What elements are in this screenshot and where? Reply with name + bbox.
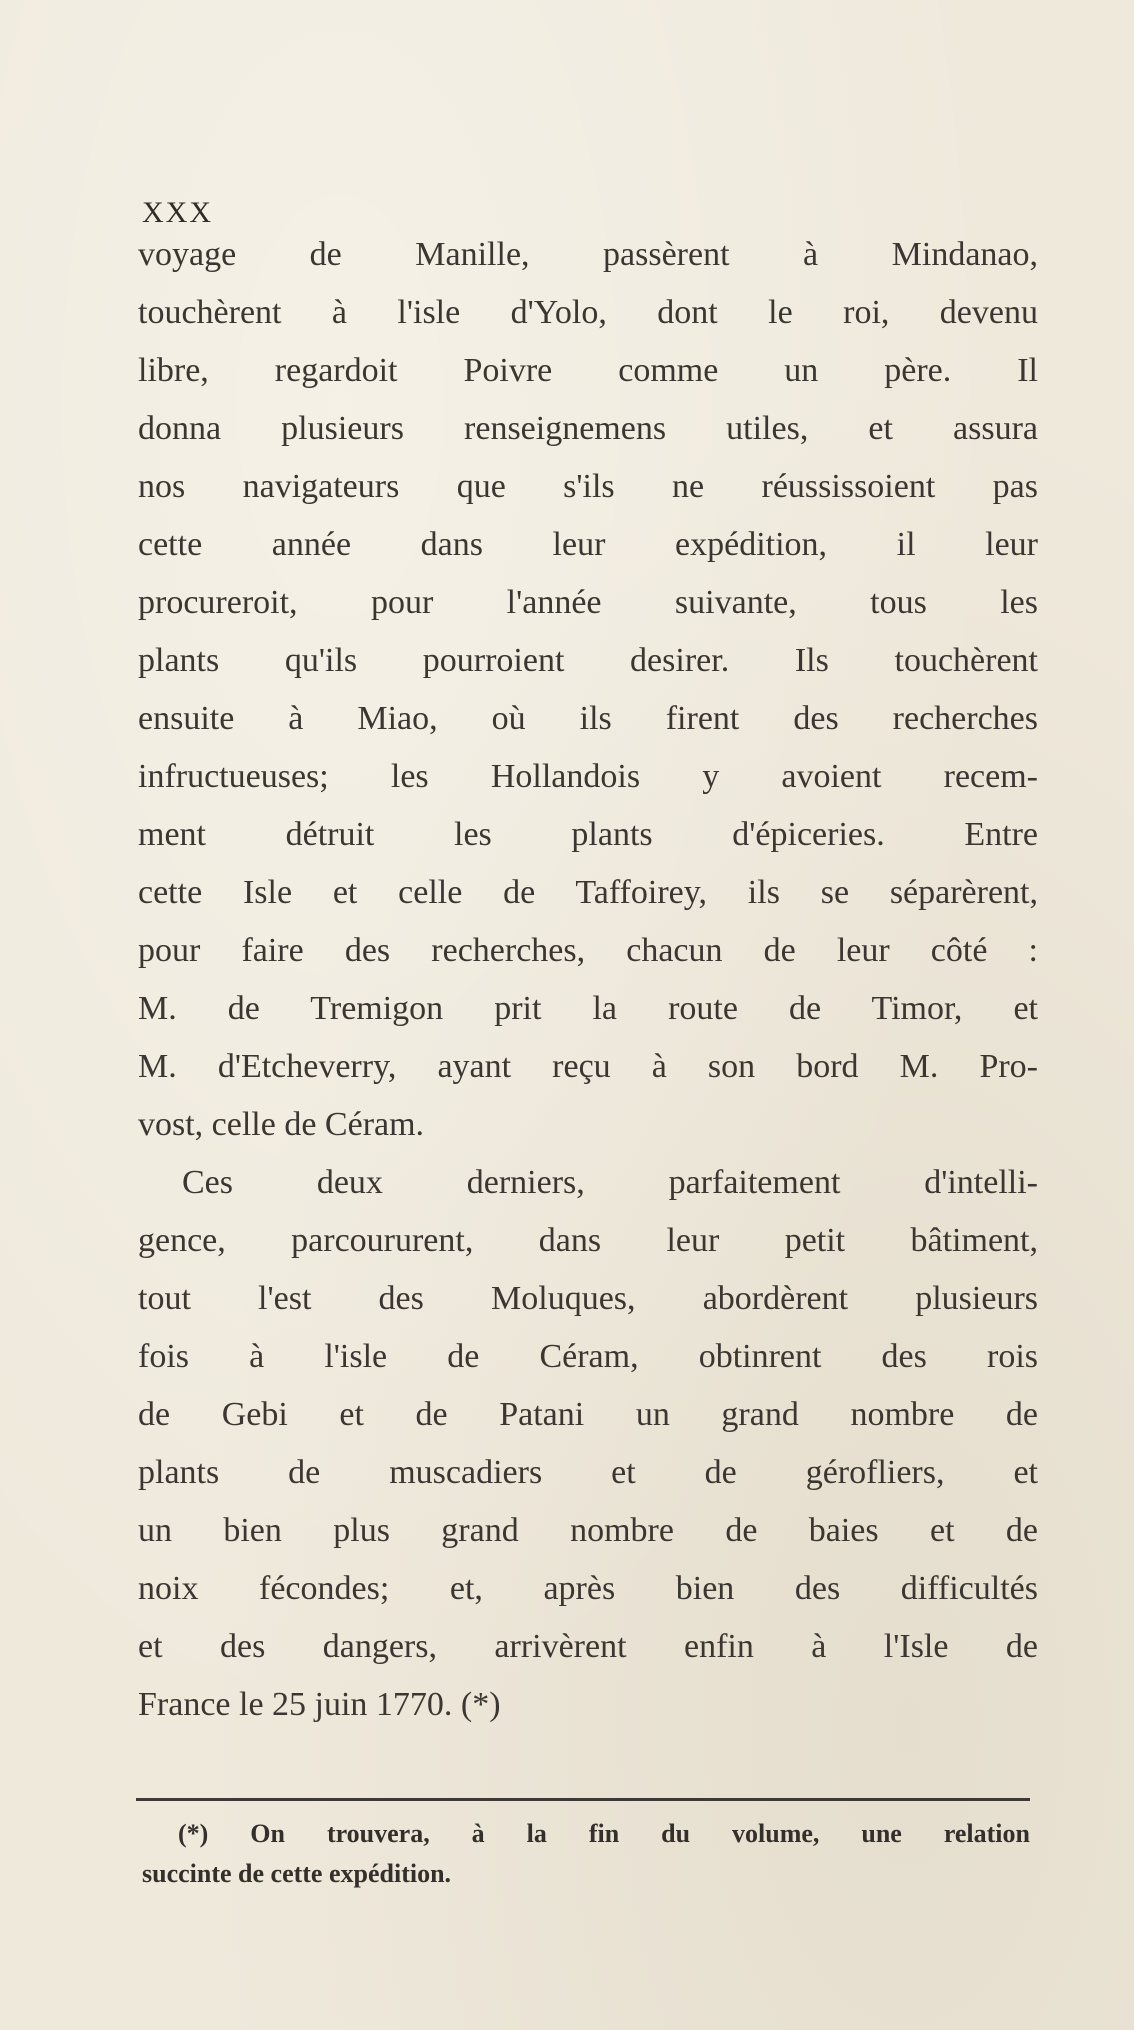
footnote-line: (*) On trouvera, à la fin du volume, une relation (178, 1819, 1030, 1848)
text-line: plants qu'ils pourroient desirer. Ils touchèrent (138, 642, 1038, 679)
text-line: ment détruit les plants d'épiceries. Entre (138, 816, 1038, 853)
text-line: pour faire des recherches, chacun de leur côté : (138, 932, 1038, 969)
text-line: plants de muscadiers et de gérofliers, et (138, 1454, 1038, 1491)
text-line: France le 25 juin 1770. (*) (138, 1686, 501, 1723)
text-line: nos navigateurs que s'ils ne réussissoient pas (138, 468, 1038, 505)
footnote (142, 1814, 1030, 1894)
text-line: vost, celle de Céram. (138, 1106, 425, 1143)
text-line: M. d'Etcheverry, ayant reçu à son bord M. Pro- (138, 1048, 1038, 1085)
text-line: gence, parcoururent, dans leur petit bâtiment, (138, 1222, 1038, 1259)
footnote-line: succinte de cette expédition. (142, 1859, 452, 1888)
page-number: XXX (142, 196, 213, 229)
text-line: fois à l'isle de Céram, obtinrent des rois (138, 1338, 1038, 1375)
footnote-divider (136, 1798, 1030, 1801)
body-text (138, 226, 1038, 1734)
text-line: Ces deux derniers, parfaitement d'intelli- (182, 1164, 1038, 1201)
text-line: cette année dans leur expédition, il leur (138, 526, 1038, 563)
text-line: cette Isle et celle de Taffoirey, ils se séparèrent, (138, 874, 1038, 911)
text-line: un bien plus grand nombre de baies et de (138, 1512, 1038, 1549)
text-line: ensuite à Miao, où ils firent des recherches (138, 700, 1038, 737)
text-line: procureroit, pour l'année suivante, tous les (138, 584, 1038, 621)
text-line: M. de Tremigon prit la route de Timor, et (138, 990, 1038, 1027)
text-line: de Gebi et de Patani un grand nombre de (138, 1396, 1038, 1433)
text-line: voyage de Manille, passèrent à Mindanao, (138, 236, 1038, 273)
text-line: tout l'est des Moluques, abordèrent plusieurs (138, 1280, 1038, 1317)
text-line: donna plusieurs renseignemens utiles, et assura (138, 410, 1038, 447)
text-line: libre, regardoit Poivre comme un père. Il (138, 352, 1038, 389)
text-line: noix fécondes; et, après bien des difficultés (138, 1570, 1038, 1607)
text-line: touchèrent à l'isle d'Yolo, dont le roi, devenu (138, 294, 1038, 331)
text-line: infructueuses; les Hollandois y avoient recem- (138, 758, 1038, 795)
text-line: et des dangers, arrivèrent enfin à l'Isle de (138, 1628, 1038, 1665)
